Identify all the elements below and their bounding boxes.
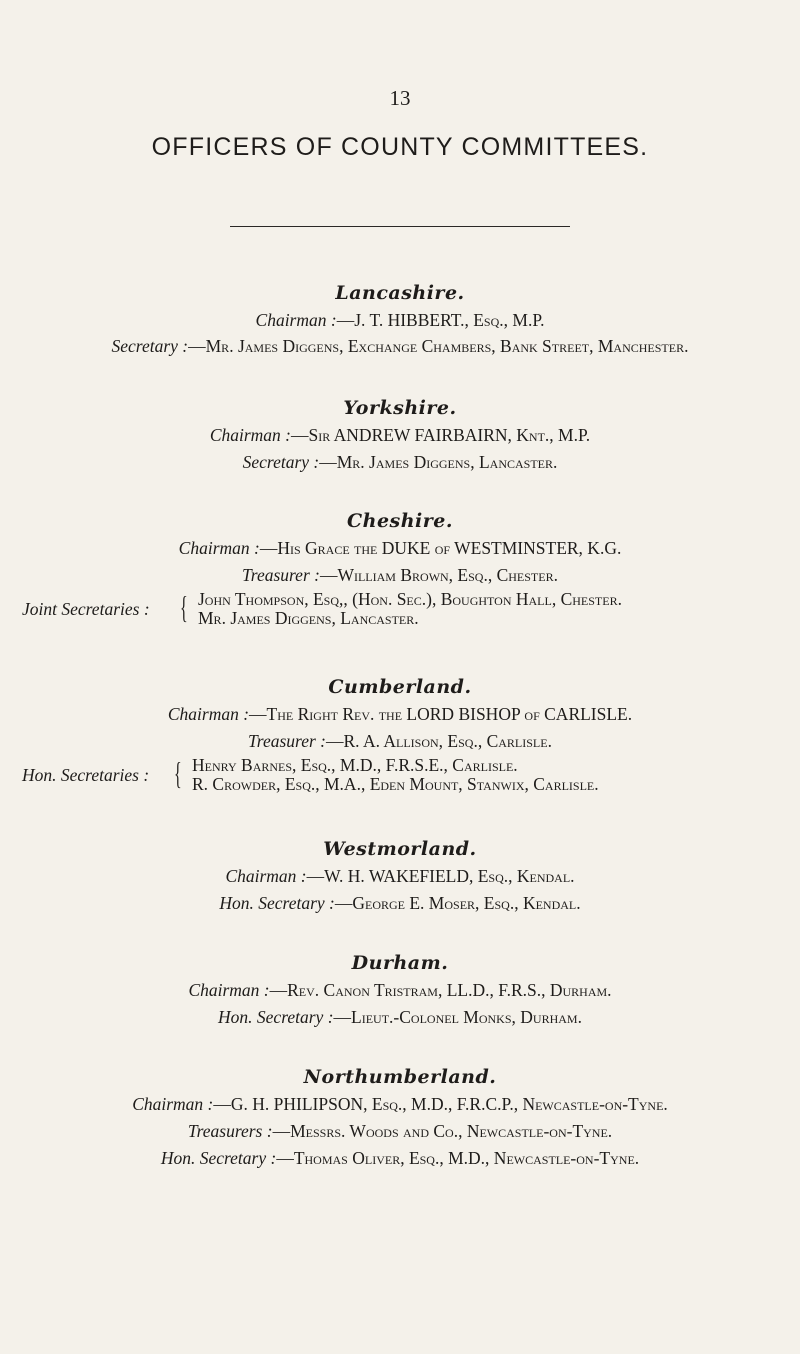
county-heading-yorkshire: Yorkshire. [343, 397, 457, 419]
secretary-entry: John Thompson, Esq,, (Hon. Sec.), Boughton Hall, Chester. [198, 589, 622, 609]
page-number: 13 [389, 86, 411, 110]
officer-role: Hon. Secretary : [219, 893, 335, 913]
officer-role: Chairman : [225, 866, 307, 886]
county-heading-lancashire: Lancashire. [335, 282, 465, 304]
officer-details: —William Brown, Esq., Chester. [319, 565, 558, 585]
officer-line [0, 452, 800, 473]
officer-details: —The Right Rev. the LORD BISHOP of CARLISLE. [249, 704, 633, 724]
secretary-entry: Henry Barnes, Esq., M.D., F.R.S.E., Carlisle. [192, 755, 518, 775]
officer-role: Chairman : [132, 1094, 214, 1114]
secretaries-group [22, 589, 792, 633]
secretary-entry: R. Crowder, Esq., M.A., Eden Mount, Stanwix, Carlisle. [192, 774, 599, 794]
officer-line [0, 731, 800, 752]
officer-role: Chairman : [188, 980, 270, 1000]
officer-role: Secretary : [111, 336, 189, 356]
officer-details: —G. H. PHILIPSON, Esq., M.D., F.R.C.P., Newcastle-on-Tyne. [213, 1094, 668, 1114]
officer-details: —Mr. James Diggens, Lancaster. [319, 452, 558, 472]
county-heading-durham: Durham. [351, 952, 449, 974]
county-heading-northumberland: Northumberland. [303, 1066, 497, 1088]
officer-line [0, 425, 800, 446]
county-heading-westmorland: Westmorland. [323, 838, 477, 860]
officer-line [0, 538, 800, 559]
officer-details: —His Grace the DUKE of WESTMINSTER, K.G. [259, 538, 622, 558]
officer-details: —Messrs. Woods and Co., Newcastle-on-Tyne. [272, 1121, 613, 1141]
officer-role: Chairman : [209, 425, 292, 445]
officer-details: —Lieut.-Colonel Monks, Durham. [333, 1007, 582, 1027]
officer-role: Hon. Secretary : [160, 1148, 277, 1168]
officer-line [0, 565, 800, 586]
officer-details: —W. H. WAKEFIELD, Esq., Kendal. [306, 866, 575, 886]
officer-role: Treasurer : [242, 565, 320, 585]
officer-details: —Sir ANDREW FAIRBAIRN, Knt., M.P. [291, 425, 591, 445]
officer-line [0, 310, 800, 331]
secretaries-group [22, 755, 792, 799]
officer-role: Chairman : [178, 538, 260, 558]
secretaries-role: Hon. Secretaries : [22, 765, 150, 785]
secretaries-role: Joint Secretaries : [22, 599, 150, 619]
officer-line [0, 866, 800, 887]
officer-role: Treasurer : [248, 731, 326, 751]
officer-role: Hon. Secretary : [218, 1007, 334, 1027]
officer-line [0, 1094, 800, 1115]
officer-role: Chairman : [255, 310, 337, 330]
county-heading-cheshire: Cheshire. [347, 510, 453, 532]
officer-details: —George E. Moser, Esq., Kendal. [334, 893, 581, 913]
officer-details: —J. T. HIBBERT., Esq., M.P. [336, 310, 545, 330]
county-heading-cumberland: Cumberland. [328, 676, 472, 698]
officer-line [0, 336, 800, 357]
officer-line [0, 980, 800, 1001]
officer-role: Secretary : [242, 452, 320, 472]
divider-rule [230, 226, 570, 227]
officer-line [0, 1148, 800, 1169]
officer-line [0, 704, 800, 725]
officer-details: —Mr. James Diggens, Exchange Chambers, Bank Street, Manchester. [188, 336, 689, 356]
brace-mark: { [174, 755, 182, 791]
officer-details: —Rev. Canon Tristram, LL.D., F.R.S., Durham. [269, 980, 612, 1000]
officer-role: Treasurers : [187, 1121, 273, 1141]
officer-line [0, 1007, 800, 1028]
officer-role: Chairman : [167, 704, 250, 724]
page-title: OFFICERS OF COUNTY COMMITTEES. [151, 133, 649, 161]
officer-line [0, 893, 800, 914]
officer-details: —Thomas Oliver, Esq., M.D., Newcastle-on-Tyne. [276, 1148, 640, 1168]
officer-line [0, 1121, 800, 1142]
brace-mark: { [180, 589, 188, 625]
officer-details: —R. A. Allison, Esq., Carlisle. [325, 731, 552, 751]
secretary-entry: Mr. James Diggens, Lancaster. [198, 608, 419, 628]
